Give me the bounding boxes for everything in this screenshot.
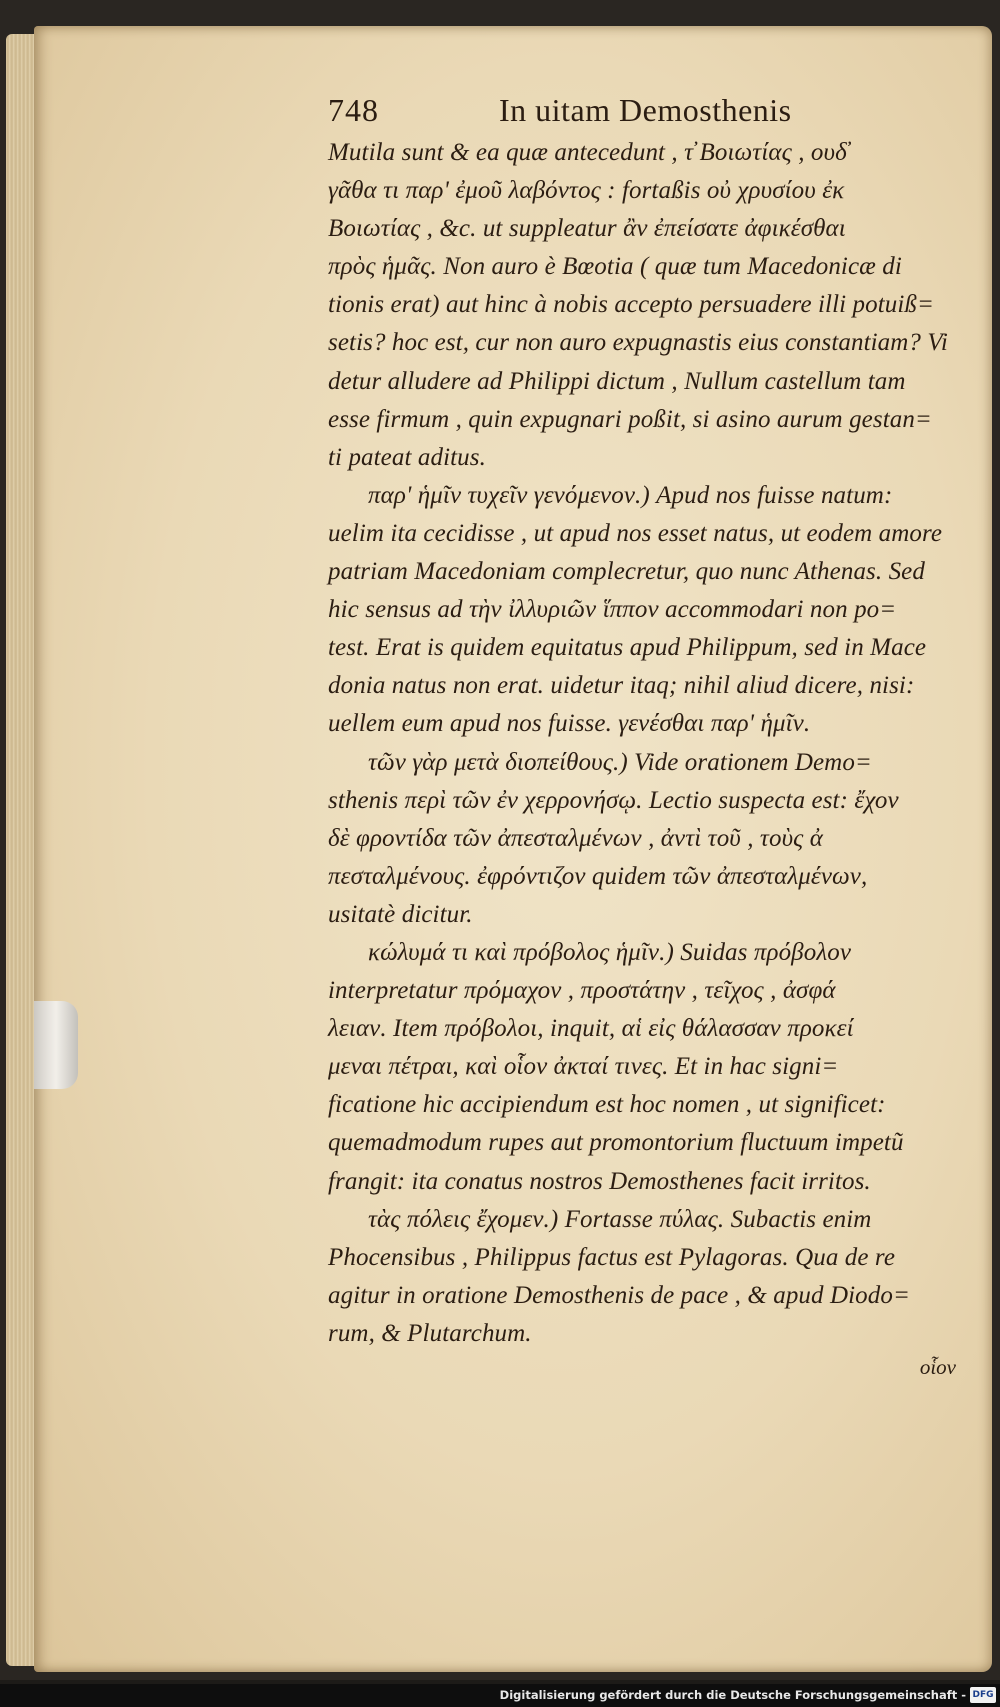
text-line: test. Erat is quidem equitatus apud Philippum, sed in Mace (328, 634, 927, 662)
text-line: τῶν γὰρ μετὰ διοπείθους.) Vide orationem Demo= (368, 748, 872, 776)
text-line: τὰς πόλεις ἔχομεν.) Fortasse πύλας. Subactis enim (368, 1205, 872, 1233)
catchword: οἷον (919, 1355, 956, 1379)
page-number: 748 (328, 92, 379, 128)
text-line: γᾶθα τι παρ' ἐμοῦ λαβόντος : fortaßis οὐ χρυσίου ἐκ (328, 177, 845, 205)
text-line: πρὸς ἡμᾶς. Non auro è Bœotia ( quæ tum Macedonicæ di (328, 253, 902, 281)
page-clip (34, 1001, 78, 1089)
text-line: detur alludere ad Philippi dictum , Nullum castellum tam (328, 367, 906, 395)
text-line: tionis erat) aut hinc à nobis accepto persuadere illi potuiß= (328, 291, 935, 319)
text-line: ficatione hic accipiendum est hoc nomen , ut significet: (328, 1091, 886, 1119)
text-line: donia natus non erat. uidetur itaq; nihil aliud dicere, nisi: (328, 672, 915, 700)
text-line: interpretatur πρόμαχον , προστάτην , τεῖχος , ἀσφά (328, 977, 836, 1005)
running-head (328, 88, 958, 132)
text-line: μεναι πέτραι, καὶ οἷον ἀκταί τινες. Et in hac signi= (328, 1053, 839, 1081)
text-line: ti pateat aditus. (328, 443, 486, 471)
text-line: patriam Macedoniam complecretur, quo nunc Athenas. Sed (328, 558, 925, 586)
text-line: λειαν. Item πρόβολοι, inquit, αἱ εἰς θάλασσαν προκεί (328, 1015, 854, 1043)
text-lines (328, 134, 958, 1353)
text-line: sthenis περὶ τῶν ἐν χερρονήσῳ. Lectio suspecta est: ἔχον (328, 786, 899, 814)
text-line: quemadmodum rupes aut promontorium fluctuum impetũ (328, 1129, 904, 1157)
text-line: setis? hoc est, cur non auro expugnastis eius constantiam? Vi (328, 329, 948, 357)
text-line: hic sensus ad τὴν ἰλλυριῶν ἵππον accommodari non po= (328, 596, 897, 624)
text-line: esse firmum , quin expugnari poßit, si asino aurum gestan= (328, 405, 932, 433)
text-line: usitatè dicitur. (328, 900, 473, 928)
text-line: κώλυμά τι καὶ πρόβολος ἡμῖν.) Suidas πρόβολον (368, 938, 852, 966)
text-line: Mutila sunt & ea quæ antecedunt , τ̓ Βοιωτίας , ουδ̓ (328, 139, 847, 166)
footer-credit: Digitalisierung gefördert durch die Deutsche Forschungsgemeinschaft - (499, 1688, 966, 1702)
footer-bar (0, 1684, 1000, 1707)
text-line: Phocensibus , Philippus factus est Pylagoras. Qua de re (328, 1243, 896, 1271)
text-line: rum, & Plutarchum. (328, 1319, 532, 1347)
text-line: uelim ita cecidisse , ut apud nos esset natus, ut eodem amore (328, 519, 943, 547)
text-line: δὲ φροντίδα τῶν ἀπεσταλμένων , ἀντὶ τοῦ , τοὺς ἀ (328, 824, 823, 852)
text-line: agitur in oratione Demosthenis de pace , & apud Diodo= (328, 1281, 910, 1309)
text-line: παρ' ἡμῖν τυχεῖν γενόμενον.) Apud nos fuisse natum: (368, 481, 893, 509)
running-head-title: In uitam Demosthenis (499, 92, 792, 128)
page-text (328, 88, 958, 1381)
text-line: frangit: ita conatus nostros Demosthenes facit irritos. (328, 1167, 871, 1195)
dfg-logo: DFG (970, 1687, 996, 1703)
text-line: uellem eum apud nos fuisse. γενέσθαι παρ' ἡμῖν. (328, 710, 811, 738)
text-line: Βοιωτίας , &c. ut suppleatur ἂν ἐπείσατε ἀφικέσθαι (328, 215, 846, 243)
text-line: πεσταλμένους. ἐφρόντιζον quidem τῶν ἀπεσταλμένων, (328, 862, 868, 890)
